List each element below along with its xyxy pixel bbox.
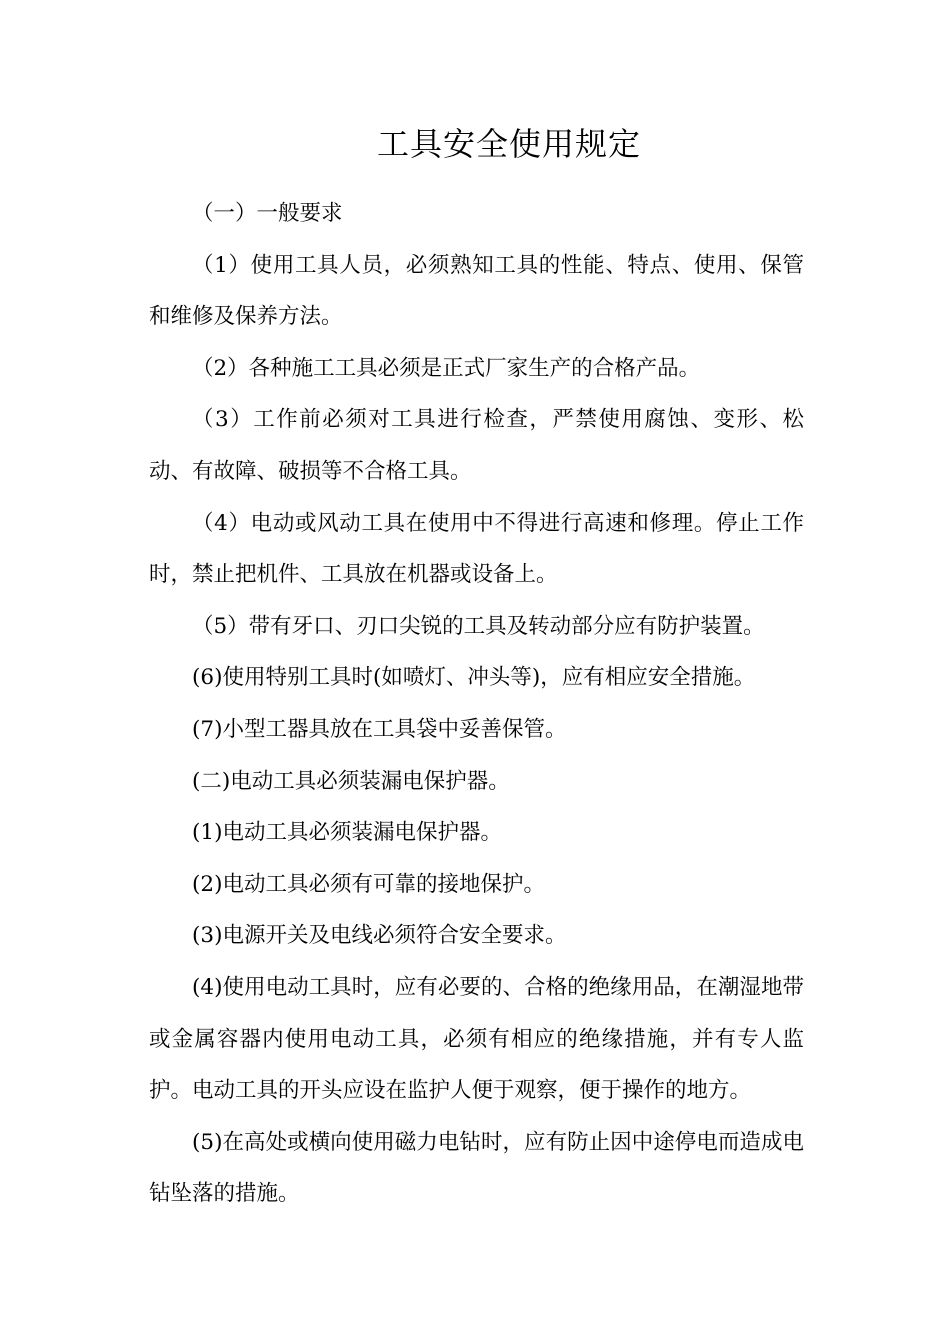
document-body	[149, 188, 804, 1220]
paragraph: （4）电动或风动工具在使用中不得进行高速和修理。停止工作时，禁止把机件、工具放在机器或设备上。	[149, 510, 804, 588]
paragraph: （5）带有牙口、刃口尖锐的工具及转动部分应有防护装置。	[192, 613, 765, 639]
paragraph: (7)小型工器具放在工具袋中妥善保管。	[192, 716, 567, 742]
paragraph: (6)使用特别工具时(如喷灯、冲头等)，应有相应安全措施。	[192, 665, 756, 691]
section-heading: （一）一般要求	[192, 201, 343, 226]
paragraph: (4)使用电动工具时，应有必要的、合格的绝缘用品，在潮湿地带或金属容器内使用电动工具，必须有相应的绝缘措施，并有专人监护。电动工具的开头应设在监护人便于观察，便于操作的地方。	[149, 974, 804, 1104]
paragraph: （1）使用工具人员，必须熟知工具的性能、特点、使用、保管和维修及保养方法。	[149, 252, 804, 330]
paragraph: (5)在高处或横向使用磁力电钻时，应有防止因中途停电而造成电钻坠落的措施。	[149, 1129, 804, 1207]
paragraph: （2）各种施工工具必须是正式厂家生产的合格产品。	[192, 355, 701, 381]
paragraph: (1)电动工具必须装漏电保护器。	[192, 820, 502, 846]
document-title: 工具安全使用规定	[376, 125, 641, 163]
paragraph: （3）工作前必须对工具进行检查，严禁使用腐蚀、变形、松动、有故障、破损等不合格工具。	[149, 407, 804, 484]
paragraph: (3)电源开关及电线必须符合安全要求。	[192, 923, 567, 949]
section-heading: (二)电动工具必须装漏电保护器。	[192, 768, 510, 794]
paragraph: (2)电动工具必须有可靠的接地保护。	[192, 871, 545, 897]
